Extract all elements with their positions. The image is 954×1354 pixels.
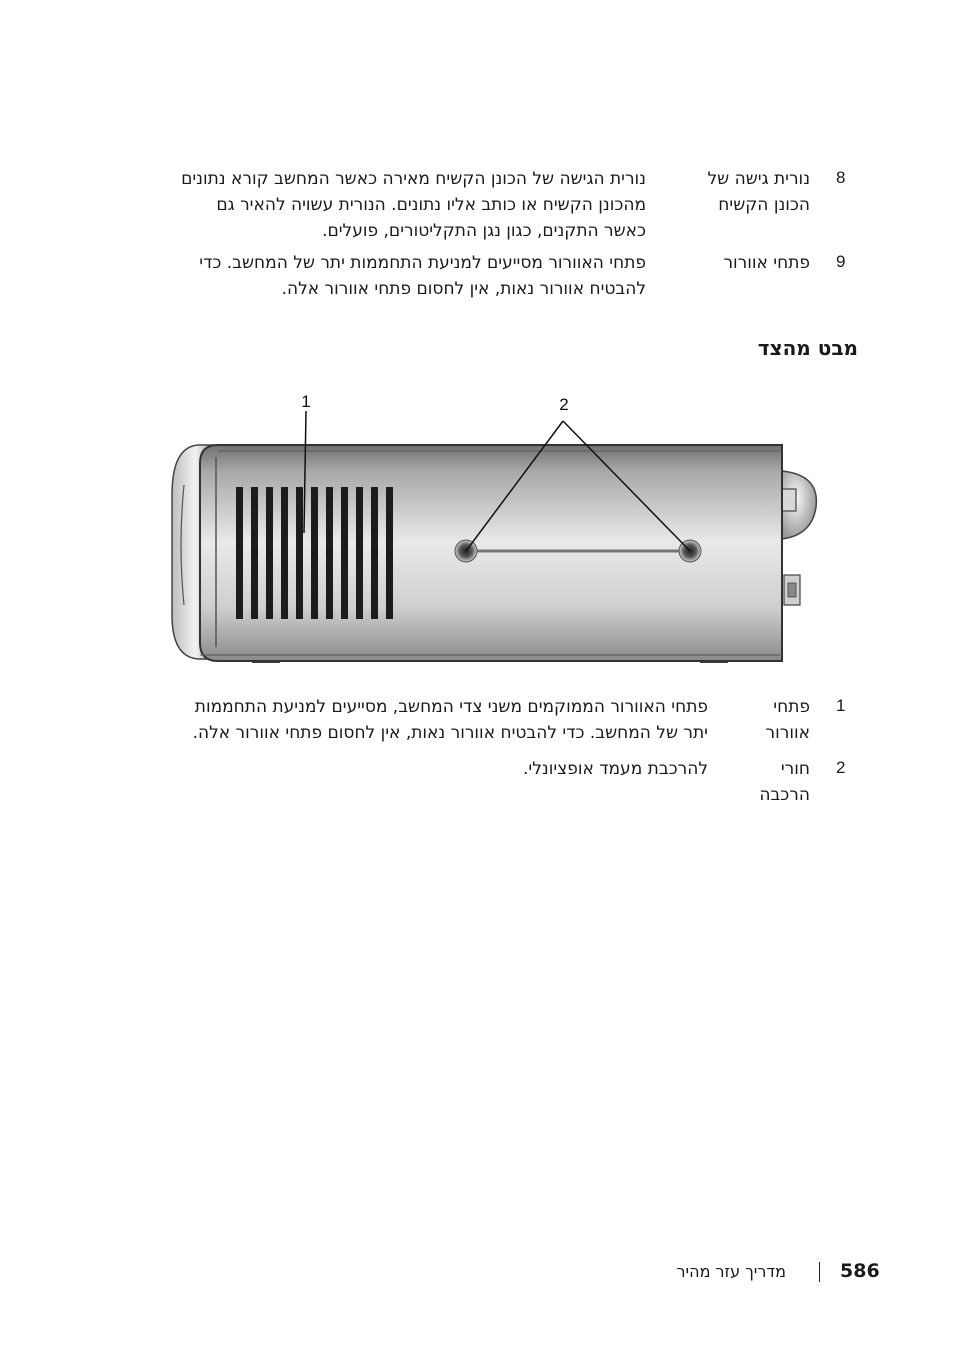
desc-line: להבטיח אוורור נאות, אין לחסום פתחי אוורור אלה. [281,279,646,299]
vent-slot [326,487,333,619]
guide-title: מדריך עזר מהיר [676,1262,786,1281]
term-line: הכונן הקשיח [718,195,810,215]
desc-line: מהכונן הקשיח או כותב אליו נתונים. הנורית עשויה להאיר גם [216,195,646,215]
desc-line: נורית הגישה של הכונן הקשיח מאירה כאשר המחשב קורא נתונים [181,169,646,189]
side-view-figure [160,385,830,675]
item-number: 9 [836,252,846,271]
callout-number-1: 1 [301,392,311,411]
vent-slot [386,487,393,619]
desc-line: פתחי האוורור הממוקמים משני צדי המחשב, מסייעים למניעת התחממות [194,697,708,717]
footer-divider [819,1262,820,1282]
term-line: אוורור [765,723,810,743]
vent-slot [236,487,243,619]
desc-line: להרכבת מעמד אופציונלי. [523,759,708,779]
term-line: פתחי [773,697,810,717]
item-description [108,756,708,782]
item-number: 8 [836,168,846,187]
section-title: מבט מהצד [757,336,858,360]
term-line: חורי [780,759,810,779]
vent-slot [266,487,273,619]
vent-slot [371,487,378,619]
vent-slot [281,487,288,619]
vent-slot [341,487,348,619]
term-line: פתחי אוורור [723,253,810,273]
desc-line: יתר של המחשב. כדי להבטיח אוורור נאות, אין לחסום פתחי אוורור אלה. [192,723,708,743]
term-line: נורית גישה של [707,169,810,189]
callout-number-2: 2 [559,395,569,414]
term-line: הרכבה [759,785,810,805]
item-term [710,694,810,746]
item-description [108,694,708,746]
item-term [660,250,810,276]
vent-slot [251,487,258,619]
item-description [126,166,646,244]
rear-port [782,489,796,511]
item-term [710,756,810,808]
computer-side-view-illustration [160,385,830,675]
item-description [126,250,646,302]
vent-slot [296,487,303,619]
item-number: 2 [836,758,846,777]
desc-line: פתחי האוורור מסייעים למניעת התחממות יתר של המחשב. כדי [199,253,646,273]
vent-slot [356,487,363,619]
item-number: 1 [836,696,846,715]
page-number: 586 [840,1260,880,1282]
desc-line: כאשר התקנים, כגון נגן התקליטורים, פועלים. [322,221,646,241]
vent-slot [311,487,318,619]
rear-connector-pin [788,583,796,597]
item-term [660,166,810,218]
